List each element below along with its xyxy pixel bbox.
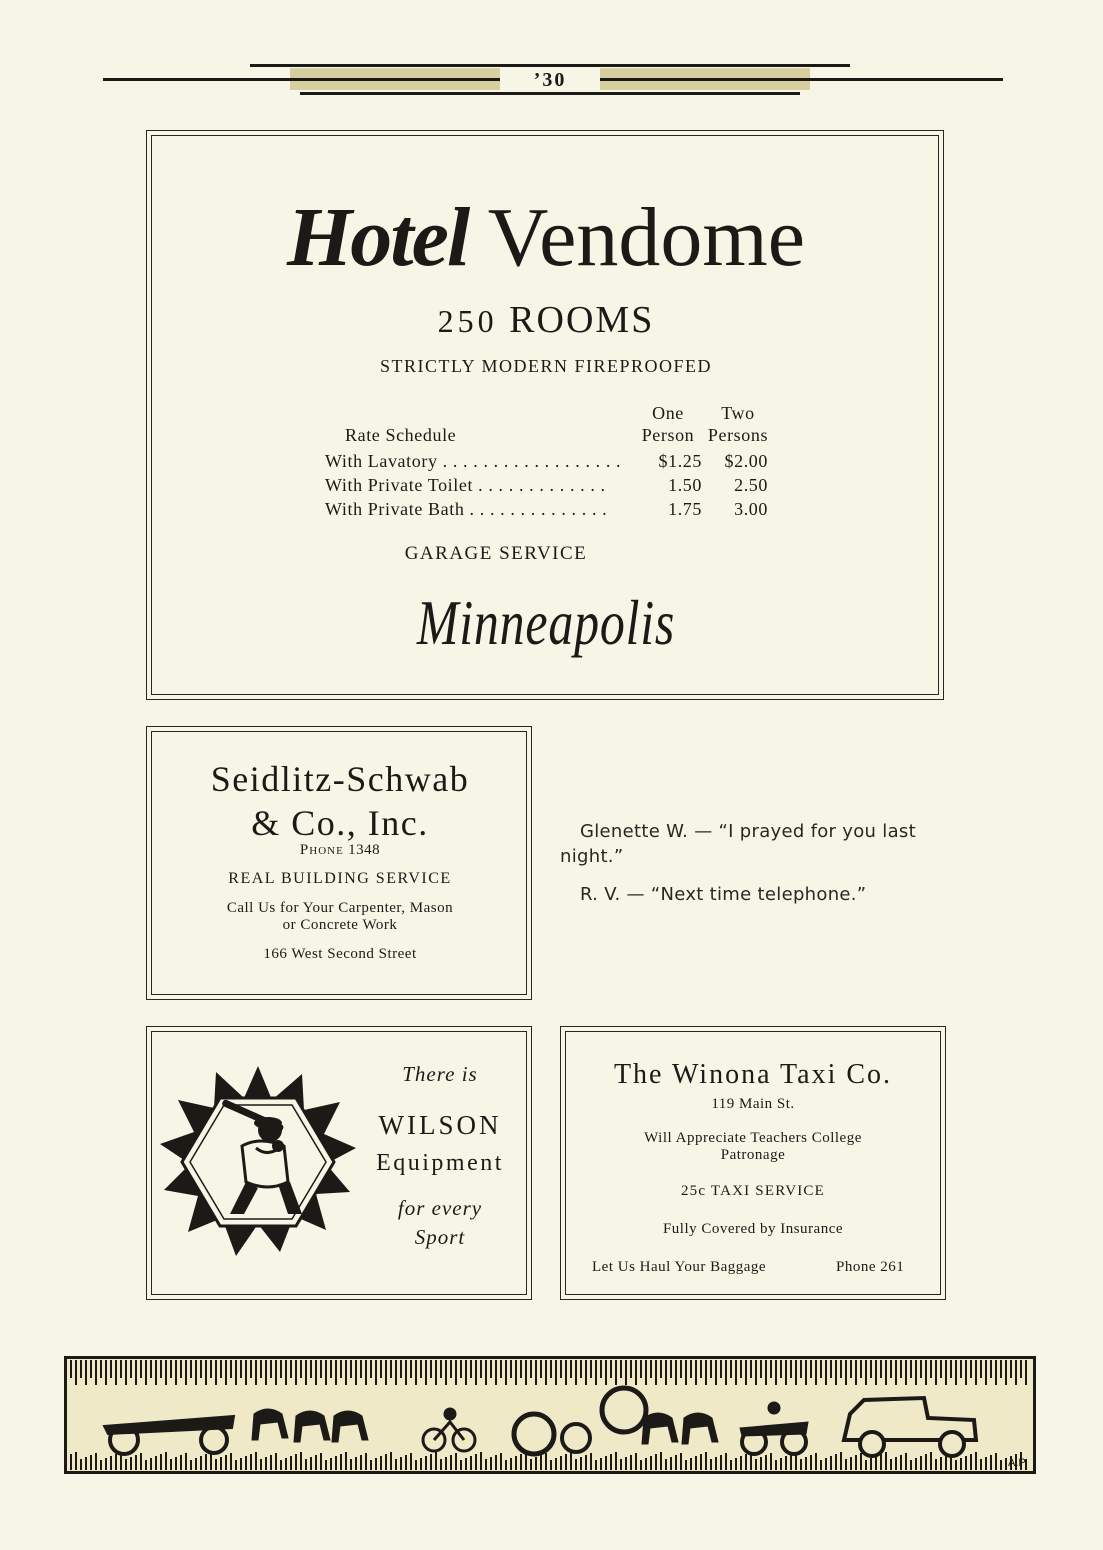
garage-service: GARAGE SERVICE [404, 543, 588, 564]
rooms-label: ROOMS [509, 299, 655, 341]
taxi-appreciate-line1: Will Appreciate Teachers College [644, 1130, 862, 1146]
taxi-phone: Phone 261 [836, 1259, 905, 1275]
hotel-title [150, 188, 942, 288]
seidlitz-phone: Phone 1348 [299, 842, 381, 858]
seidlitz-name-line2: & Co., Inc. [251, 803, 429, 843]
rate-col-headers-line1: One Two [652, 403, 755, 423]
page-year: ’30 [500, 68, 600, 92]
wilson-for-every: for every [397, 1196, 483, 1220]
seidlitz-service: REAL BUILDING SERVICE [228, 870, 452, 887]
rate-two-persons: 2.50 [734, 475, 768, 495]
rate-schedule-label: Rate Schedule [345, 425, 457, 445]
joke-line3: R. V. — “Next time telephone.” [580, 884, 867, 905]
seidlitz-call-line2: or Concrete Work [282, 917, 398, 933]
taxi-insurance: Fully Covered by Insurance [662, 1221, 844, 1237]
city-name: Minneapolis [416, 587, 676, 658]
rate-row: With Private Toilet . . . . . . . . . . . . . [325, 475, 606, 495]
taxi-address: 119 Main St. [711, 1096, 795, 1112]
rate-row: With Lavatory . . . . . . . . . . . . . . . . . . [325, 451, 622, 471]
taxi-appreciate-line2: Patronage [720, 1147, 786, 1163]
transportation-banner [64, 1356, 1036, 1474]
rooms-number: 250 [437, 303, 498, 339]
rate-col-headers-line2: Person Persons [641, 425, 769, 445]
joke-line2: night.” [560, 846, 624, 867]
rate-one-person: $1.25 [658, 451, 702, 471]
taxi-title: The Winona Taxi Co. [613, 1059, 893, 1090]
hotel-rooms [150, 298, 942, 343]
wilson-brand: WILSON [378, 1110, 502, 1140]
seidlitz-name-line1: Seidlitz-Schwab [210, 759, 470, 799]
rate-row: With Private Bath . . . . . . . . . . . . . . [325, 499, 608, 519]
seidlitz-call-line1: Call Us for Your Carpenter, Mason [226, 900, 454, 916]
rate-two-persons: $2.00 [724, 451, 768, 471]
rate-two-persons: 3.00 [734, 499, 768, 519]
banner-monogram: A.P. [1008, 1457, 1028, 1469]
hotel-title-italic: Hotel [286, 191, 469, 284]
hotel-title-name: Vendome [487, 191, 806, 284]
wilson-there-is: There is [402, 1062, 478, 1086]
baseball-batter-emblem [160, 1064, 356, 1260]
joke-line1: Glenette W. — “I prayed for you last [580, 821, 916, 842]
wilson-equipment: Equipment [376, 1150, 504, 1176]
hotel-tagline: STRICTLY MODERN FIREPROOFED [379, 356, 713, 376]
seidlitz-address: 166 West Second Street [263, 946, 417, 962]
rate-one-person: 1.50 [668, 475, 702, 495]
taxi-service: 25c TAXI SERVICE [680, 1183, 825, 1199]
rate-one-person: 1.75 [668, 499, 702, 519]
taxi-baggage: Let Us Haul Your Baggage [592, 1259, 767, 1275]
wilson-sport: Sport [414, 1225, 466, 1249]
